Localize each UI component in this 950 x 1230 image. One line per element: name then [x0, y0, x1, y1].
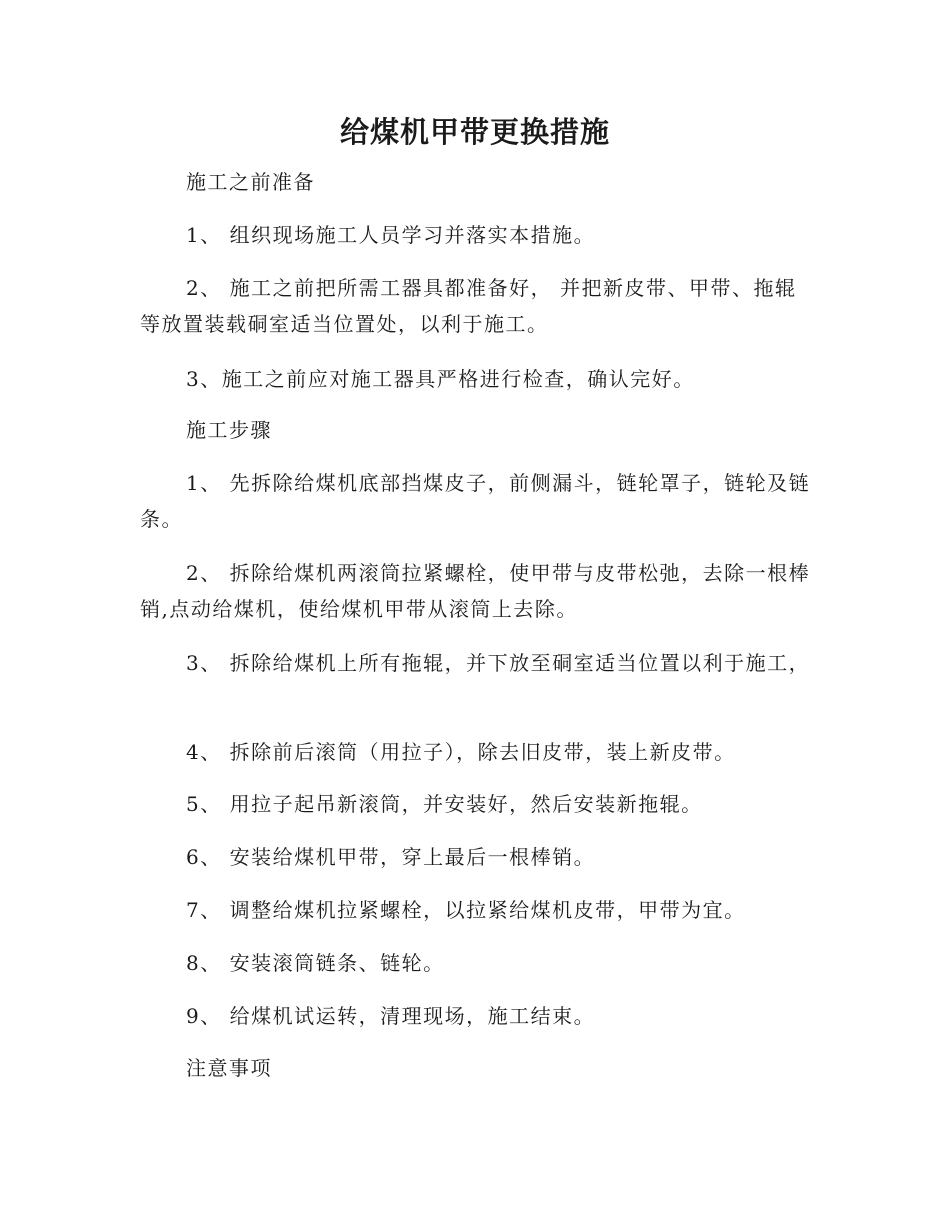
- step-item-8: 8、 安装滚筒链条、链轮。: [186, 951, 445, 975]
- section-heading-preparation: 施工之前准备: [186, 170, 315, 194]
- step-item-5: 5、 用拉子起吊新滚筒，并安装好，然后安装新拖辊。: [186, 792, 703, 816]
- document-title: 给煤机甲带更换措施: [339, 115, 610, 149]
- step-item-4: 4、 拆除前后滚筒（用拉子），除去旧皮带，装上新皮带。: [186, 740, 736, 764]
- section-heading-notes: 注意事项: [186, 1056, 272, 1080]
- step-item-6: 6、 安装给煤机甲带，穿上最后一根棒销。: [186, 845, 596, 869]
- preparation-item-1: 1、 组织现场施工人员学习并落实本措施。: [186, 223, 596, 247]
- step-item-1: 1、 先拆除给煤机底部挡煤皮子，前侧漏斗，链轮罩子，链轮及链条。: [140, 471, 811, 531]
- preparation-item-2: 2、 施工之前把所需工器具都准备好， 并把新皮带、甲带、拖辊等放置装载硐室适当位置处，以利于施工。: [140, 276, 797, 336]
- step-item-2: 2、 拆除给煤机两滚筒拉紧螺栓，使甲带与皮带松弛，去除一根棒销,点动给煤机，使给煤机甲带从滚筒上去除。: [140, 561, 811, 621]
- step-item-3: 3、 拆除给煤机上所有拖辊，并下放至硐室适当位置以利于施工，: [186, 651, 811, 675]
- section-heading-steps: 施工步骤: [186, 418, 272, 442]
- step-item-7: 7、 调整给煤机拉紧螺栓，以拉紧给煤机皮带，甲带为宜。: [186, 898, 746, 922]
- step-item-9: 9、 给煤机试运转，清理现场，施工结束。: [186, 1004, 596, 1028]
- preparation-item-3: 3、施工之前应对施工器具严格进行检查，确认完好。: [186, 367, 695, 391]
